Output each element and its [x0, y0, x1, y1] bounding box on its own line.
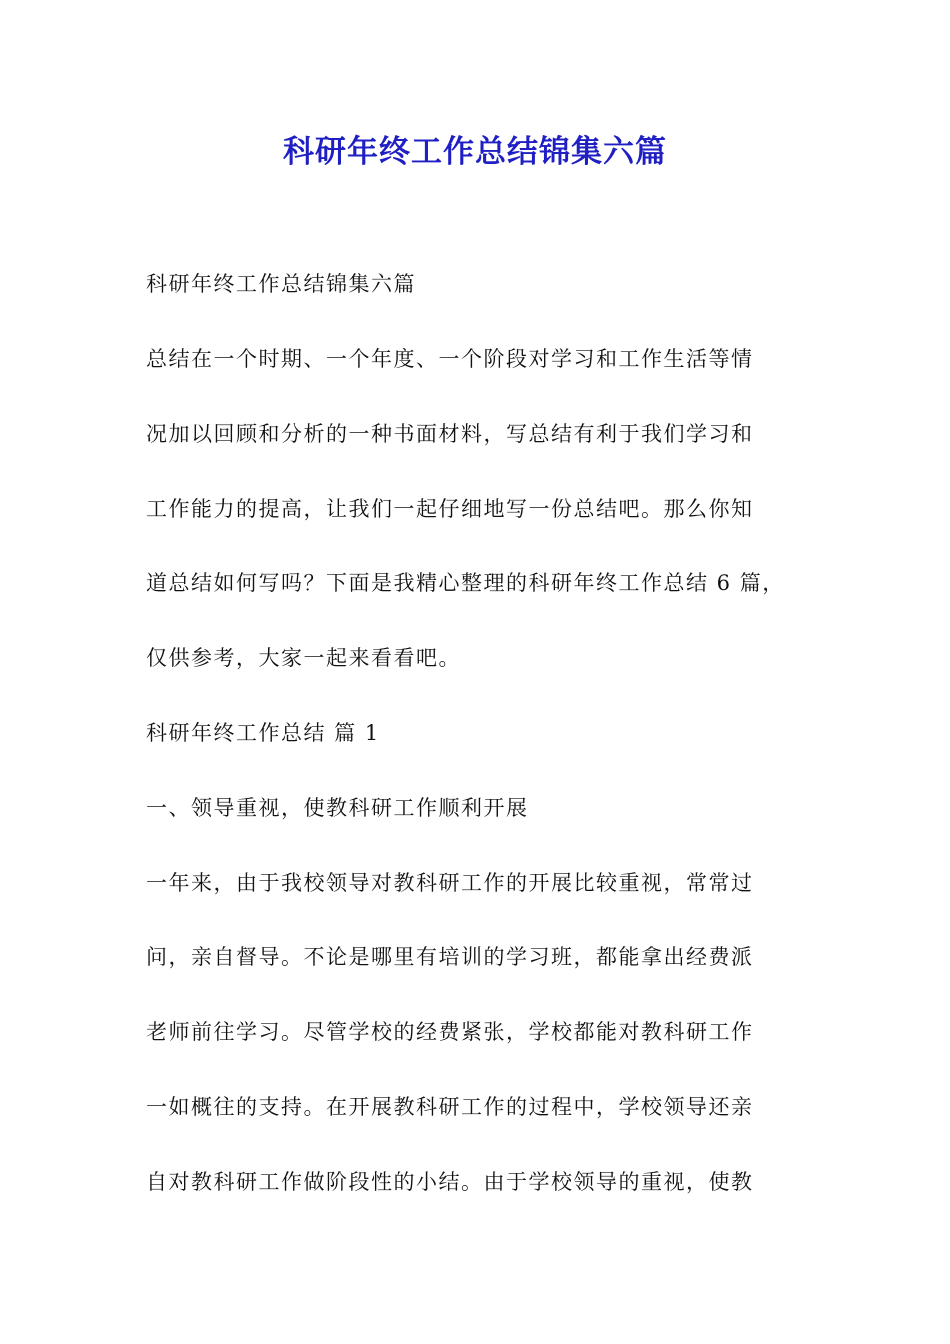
- body-line: 道总结如何写吗？下面是我精心整理的科研年终工作总结 6 篇，: [146, 571, 785, 595]
- body-line: 仅供参考，大家一起来看看吧。: [146, 646, 461, 670]
- section-heading: 科研年终工作总结 篇 1: [146, 721, 380, 745]
- body-line: 总结在一个时期、一个年度、一个阶段对学习和工作生活等情: [146, 347, 754, 371]
- body-line: 况加以回顾和分析的一种书面材料，写总结有利于我们学习和: [146, 422, 754, 446]
- subsection-heading: 一、领导重视，使教科研工作顺利开展: [146, 796, 529, 820]
- body-line: 自对教科研工作做阶段性的小结。由于学校领导的重视，使教: [146, 1170, 754, 1194]
- body-line: 老师前往学习。尽管学校的经费紧张，学校都能对教科研工作: [146, 1020, 754, 1044]
- body-line: 工作能力的提高，让我们一起仔细地写一份总结吧。那么你知: [146, 497, 754, 521]
- body-line: 一年来，由于我校领导对教科研工作的开展比较重视，常常过: [146, 871, 754, 895]
- body-line: 一如概往的支持。在开展教科研工作的过程中，学校领导还亲: [146, 1095, 754, 1119]
- subtitle-line: 科研年终工作总结锦集六篇: [146, 272, 416, 296]
- body-line: 问，亲自督导。不论是哪里有培训的学习班，都能拿出经费派: [146, 945, 754, 969]
- document-title: 科研年终工作总结锦集六篇: [283, 134, 667, 170]
